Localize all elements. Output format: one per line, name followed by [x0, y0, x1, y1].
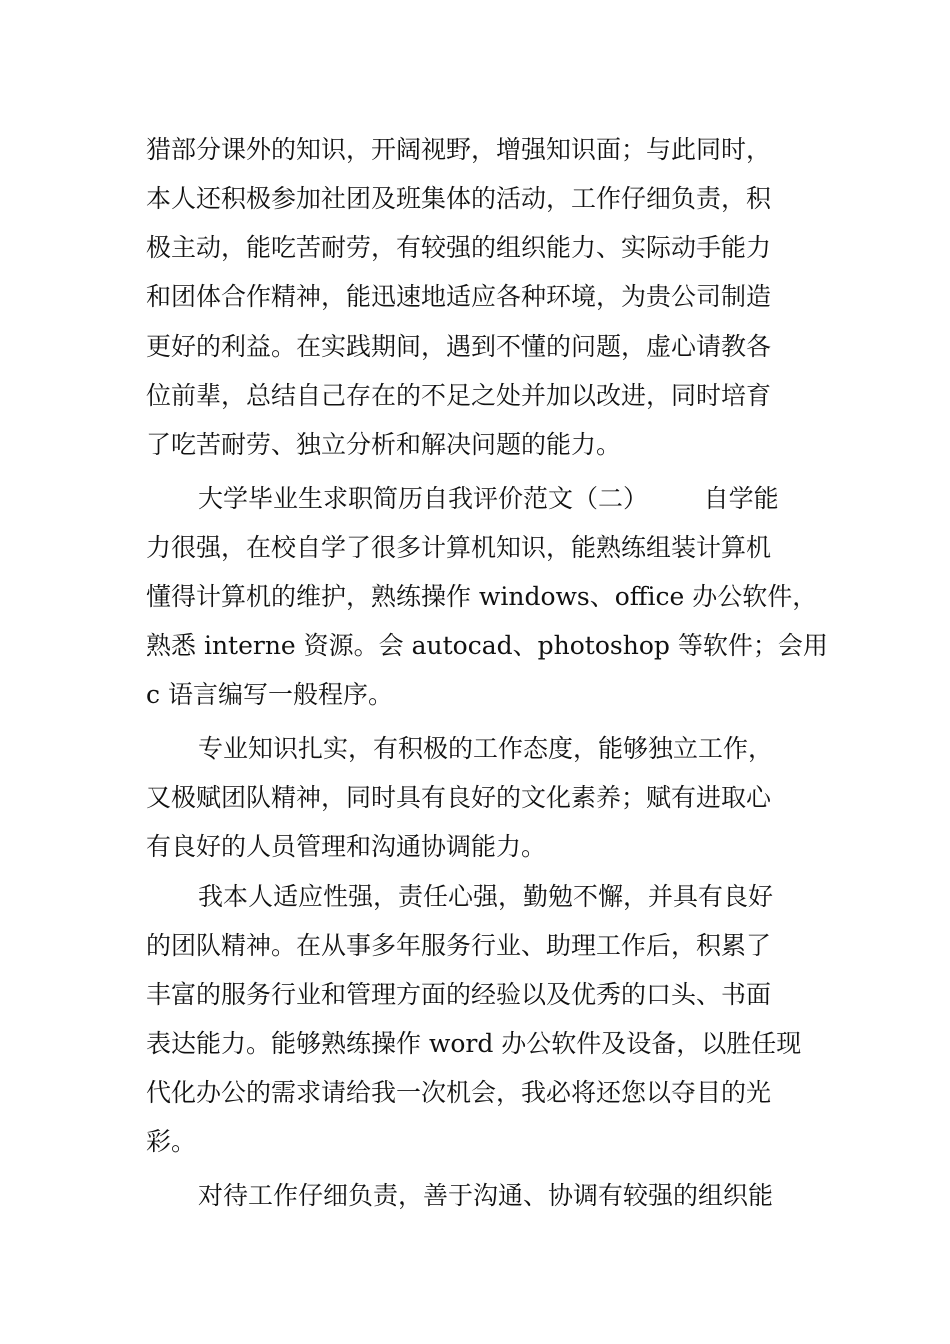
text-line: 了吃苦耐劳、独立分析和解决问题的能力。: [146, 430, 622, 459]
text-line: 极主动，能吃苦耐劳，有较强的组织能力、实际动手能力: [146, 233, 772, 262]
text-line: 又极赋团队精神，同时具有良好的文化素养；赋有进取心: [146, 783, 772, 812]
paragraph-first-line: 专业知识扎实，有积极的工作态度，能够独立工作，: [198, 734, 774, 763]
text-line: 猎部分课外的知识，开阔视野，增强知识面；与此同时，: [146, 135, 772, 164]
text-line: 代化办公的需求请给我一次机会，我必将还您以夺目的光: [146, 1078, 772, 1107]
text-line: 懂得计算机的维护，熟练操作 windows、office 办公软件，: [146, 582, 818, 611]
text-line: 更好的利益。在实践期间，遇到不懂的问题，虚心请教各: [146, 332, 772, 361]
section-heading-line: 大学毕业生求职简历自我评价范文（二） 自学能: [198, 484, 779, 513]
text-line: 本人还积极参加社团及班集体的活动，工作仔细负责，积: [146, 184, 772, 213]
text-line: 表达能力。能够熟练操作 word 办公软件及设备，以胜任现: [146, 1029, 802, 1058]
text-line: c 语言编写一般程序。: [146, 680, 393, 709]
text-line: 彩。: [146, 1127, 197, 1156]
text-line: 的团队精神。在从事多年服务行业、助理工作后，积累了: [146, 931, 772, 960]
text-line: 丰富的服务行业和管理方面的经验以及优秀的口头、书面: [146, 980, 772, 1009]
text-line: 位前辈，总结自己存在的不足之处并加以改进，同时培育: [146, 381, 772, 410]
paragraph-first-line: 对待工作仔细负责，善于沟通、协调有较强的组织能: [198, 1181, 774, 1210]
text-line: 熟悉 interne 资源。会 autocad、photoshop 等软件；会用: [146, 631, 828, 660]
text-line: 和团体合作精神，能迅速地适应各种环境，为贵公司制造: [146, 282, 772, 311]
text-line: 力很强，在校自学了很多计算机知识，能熟练组装计算机: [146, 533, 772, 562]
paragraph-first-line: 我本人适应性强，责任心强，勤勉不懈，并具有良好: [198, 882, 774, 911]
text-line: 有良好的人员管理和沟通协调能力。: [146, 832, 547, 861]
